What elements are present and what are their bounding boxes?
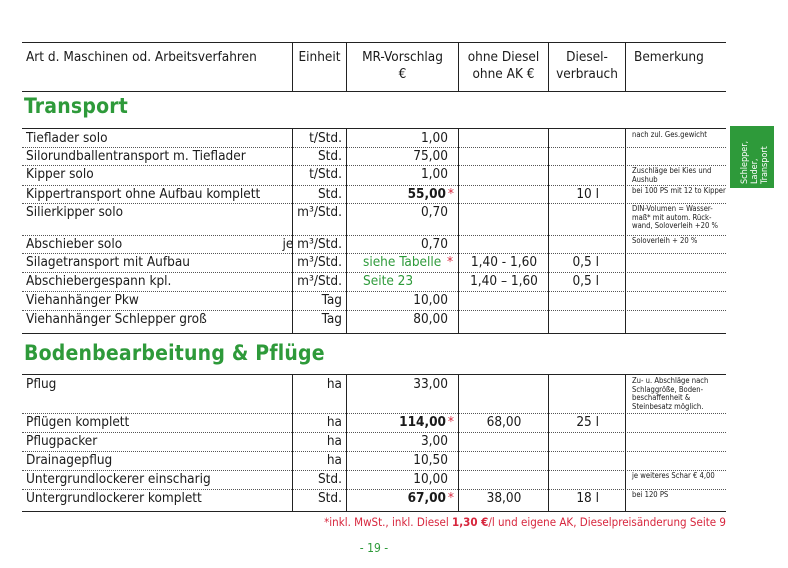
section-title-boden: Bodenbearbeitung & Pflüge [24, 341, 325, 365]
cell-unit-text: je m³/Std. [282, 236, 342, 252]
cell-price [346, 470, 458, 489]
cell-diesel [548, 451, 625, 470]
cell-diesel [548, 310, 625, 333]
footnote-diesel-price: 1,30 € [452, 515, 489, 529]
cell-name-text: Untergrundlockerer komplett [26, 490, 202, 506]
cell-name-text: Pflugpacker [26, 433, 98, 449]
header-remark-label: Bemerkung [634, 49, 704, 65]
cell-unit [292, 432, 346, 451]
cell-unit-text: Std. [317, 471, 342, 487]
cell-unit [292, 489, 346, 511]
table-row [22, 272, 726, 291]
cell-remark [625, 272, 726, 291]
header-unit [292, 43, 346, 91]
cell-price [346, 291, 458, 310]
cell-diesel-text: 25 l [576, 414, 599, 430]
price-star: * [447, 186, 454, 202]
cell-remark-text: Soloverleih + 20 % [632, 236, 698, 245]
cell-name-text: Viehanhänger Schlepper groß [26, 311, 207, 327]
cell-diesel-text: 0,5 l [572, 254, 599, 270]
cell-name-text: Kippertransport ohne Aufbau komplett [26, 186, 261, 202]
header-diesel-line1: Diesel- [566, 49, 608, 65]
cell-nodiesel [458, 165, 548, 185]
table-row [22, 165, 726, 185]
cell-name-text: Viehanhänger Pkw [26, 292, 139, 308]
cell-diesel [548, 253, 625, 272]
cell-name [22, 413, 292, 432]
table-row [22, 203, 726, 235]
cell-price-text: 10,00 [413, 292, 448, 308]
cell-name-text: Drainagepflug [26, 452, 113, 468]
cell-nodiesel-text: 1,40 – 1,60 [470, 273, 538, 289]
cell-price-text: 1,00 [420, 166, 448, 182]
table-row [22, 129, 726, 147]
header-nodiesel-line2: ohne AK € [472, 66, 535, 82]
cell-price [346, 489, 458, 511]
table-row [22, 291, 726, 310]
cell-unit [292, 451, 346, 470]
cell-remark [625, 489, 726, 511]
table-row [22, 147, 726, 165]
cell-price-text: 3,00 [420, 433, 448, 449]
table-header [22, 42, 726, 92]
cell-nodiesel-text: 38,00 [486, 490, 522, 506]
cell-price [346, 147, 458, 165]
cell-price [346, 432, 458, 451]
boden-table [22, 374, 726, 512]
cell-unit [292, 310, 346, 333]
cell-price [346, 272, 458, 291]
cell-diesel [548, 185, 625, 203]
table-row [22, 470, 726, 489]
table-row [22, 185, 726, 203]
cell-nodiesel [458, 470, 548, 489]
cell-unit-text: Tag [321, 311, 342, 327]
cell-price-text: 67,00 [407, 490, 446, 506]
cell-name [22, 203, 292, 235]
side-tab-label [740, 141, 770, 184]
cell-price [346, 235, 458, 253]
cell-remark-text: Zuschläge bei Kies und Aushub [632, 166, 712, 184]
cell-nodiesel [458, 147, 548, 165]
cell-remark-text: je weiteres Schar € 4,00 [632, 471, 715, 480]
cell-price-text: 114,00 [399, 414, 446, 430]
cell-nodiesel [458, 203, 548, 235]
cell-diesel [548, 291, 625, 310]
cell-price [346, 375, 458, 413]
cell-remark [625, 253, 726, 272]
table-row [22, 451, 726, 470]
cell-name-text: Untergrundlockerer einscharig [26, 471, 211, 487]
cell-remark-text: Zu- u. Abschläge nach Schlaggröße, Boden-beschaffenheit & Steinbesatz möglich. [632, 376, 709, 411]
cell-nodiesel [458, 253, 548, 272]
cell-remark [625, 185, 726, 203]
cell-name [22, 310, 292, 333]
cell-name-text: Kipper solo [26, 166, 94, 182]
cell-price-text: siehe Tabelle [363, 254, 442, 270]
cell-name-text: Abschiebergespann kpl. [26, 273, 172, 289]
cell-diesel [548, 147, 625, 165]
cell-unit [292, 253, 346, 272]
cell-remark-text: nach zul. Ges.gewicht [632, 130, 707, 139]
footnote [22, 515, 726, 529]
cell-unit-text: Tag [321, 292, 342, 308]
cell-name [22, 253, 292, 272]
cell-diesel-text: 0,5 l [572, 273, 599, 289]
cell-remark-text: DIN-Volumen = Wasser-maß* mit autom. Rück-wand, Soloverleih +20 % [632, 204, 719, 230]
cell-unit [292, 272, 346, 291]
cell-unit [292, 413, 346, 432]
cell-price [346, 129, 458, 147]
cell-price [346, 413, 458, 432]
cell-unit-text: ha [326, 452, 342, 468]
cell-name-text: Pflug [26, 376, 57, 392]
cell-unit [292, 185, 346, 203]
table-row [22, 235, 726, 253]
cell-price [346, 310, 458, 333]
page-number: - 19 - [359, 541, 389, 555]
cell-price [346, 451, 458, 470]
cell-unit-text: m³/Std. [297, 204, 342, 220]
cell-nodiesel [458, 235, 548, 253]
footnote-part-c: /l und eigene AK, Dieselpreisänderung Seite 9 [488, 515, 726, 529]
table-row [22, 489, 726, 511]
cell-diesel [548, 489, 625, 511]
cell-price-text: 75,00 [413, 148, 448, 164]
cell-unit [292, 129, 346, 147]
cell-unit-text: t/Std. [309, 166, 342, 182]
cell-nodiesel [458, 272, 548, 291]
cell-diesel [548, 470, 625, 489]
header-nodiesel-line1: ohne Diesel [467, 49, 540, 65]
cell-price-text: 0,70 [420, 236, 448, 252]
cell-remark [625, 147, 726, 165]
header-unit-label: Einheit [298, 49, 341, 65]
cell-unit [282, 235, 346, 253]
cell-unit-text: Std. [317, 490, 342, 506]
cell-price-text: 1,00 [420, 130, 448, 146]
cell-nodiesel [458, 432, 548, 451]
cell-remark-text: bei 120 PS [632, 490, 669, 499]
price-star: * [447, 254, 454, 270]
cell-price-text: 10,00 [413, 471, 448, 487]
cell-price [346, 185, 458, 203]
table-row [22, 253, 726, 272]
cell-name [22, 185, 292, 203]
side-tab-line3: Transport [760, 146, 770, 184]
side-tab-line2: Lader, [750, 158, 760, 184]
cell-name-text: Silagetransport mit Aufbau [26, 254, 191, 270]
section-title-transport: Transport [24, 94, 129, 118]
cell-diesel-text: 18 l [576, 490, 599, 506]
cell-name [22, 470, 292, 489]
cell-name [22, 375, 292, 413]
table-row [22, 310, 726, 333]
header-mr-line2: € [398, 66, 407, 82]
cell-nodiesel-text: 68,00 [486, 414, 522, 430]
cell-unit-text: t/Std. [309, 130, 342, 146]
cell-remark [625, 291, 726, 310]
cell-name-text: Pflügen komplett [26, 414, 130, 430]
cell-remark [625, 470, 726, 489]
header-remark [625, 43, 726, 91]
header-mr [346, 43, 458, 91]
cell-unit-text: ha [326, 433, 342, 449]
footnote-part-a: *inkl. MwSt., inkl. Diesel [324, 515, 453, 529]
table-row [22, 375, 726, 413]
cell-unit-text: Std. [317, 186, 342, 202]
cell-nodiesel [458, 413, 548, 432]
cell-price-text: 55,00 [407, 186, 446, 202]
cell-name [22, 432, 292, 451]
cell-price [346, 165, 458, 185]
cell-remark [625, 413, 726, 432]
side-tab-line1: Schlepper, [740, 140, 750, 184]
transport-table [22, 128, 726, 334]
cell-nodiesel [458, 310, 548, 333]
cell-remark-text: bei 100 PS mit 12 to Kipper [632, 186, 726, 195]
cell-name [22, 129, 292, 147]
cell-unit-text: ha [326, 376, 342, 392]
table-row [22, 413, 726, 432]
cell-price [346, 253, 458, 272]
cell-unit-text: m³/Std. [297, 273, 342, 289]
cell-nodiesel [458, 185, 548, 203]
cell-price-text: 80,00 [413, 311, 448, 327]
cell-name [22, 165, 292, 185]
cell-unit-text: ha [326, 414, 342, 430]
header-name-label: Art d. Maschinen od. Arbeitsverfahren [26, 49, 257, 65]
cell-unit-text: m³/Std. [297, 254, 342, 270]
cell-name-text: Tieflader solo [26, 130, 108, 146]
cell-nodiesel-text: 1,40 - 1,60 [470, 254, 538, 270]
cell-diesel [548, 272, 625, 291]
cell-nodiesel [458, 451, 548, 470]
header-diesel [548, 43, 625, 91]
cell-remark [625, 203, 726, 235]
cell-price-text: 10,50 [413, 452, 448, 468]
cell-unit [292, 291, 346, 310]
cell-remark [625, 451, 726, 470]
cell-diesel [548, 413, 625, 432]
price-star: * [447, 414, 454, 430]
cell-price [346, 203, 458, 235]
cell-remark [625, 235, 726, 253]
cell-diesel [548, 165, 625, 185]
cell-diesel [548, 129, 625, 147]
cell-name-text: Silorundballentransport m. Tieflader [26, 148, 246, 164]
cell-price-text: Seite 23 [363, 273, 414, 289]
cell-nodiesel [458, 291, 548, 310]
cell-remark [625, 165, 726, 185]
cell-price-text: 33,00 [413, 376, 448, 392]
cell-unit [292, 147, 346, 165]
header-name [22, 43, 292, 91]
cell-unit [292, 165, 346, 185]
cell-name [22, 451, 292, 470]
cell-nodiesel [458, 489, 548, 511]
cell-remark [625, 432, 726, 451]
cell-unit [292, 203, 346, 235]
cell-price-text: 0,70 [420, 204, 448, 220]
cell-remark [625, 129, 726, 147]
cell-name [22, 489, 292, 511]
cell-diesel [548, 203, 625, 235]
cell-nodiesel [458, 375, 548, 413]
cell-name [22, 235, 292, 253]
header-nodiesel [458, 43, 548, 91]
cell-name [22, 147, 292, 165]
cell-name [22, 272, 292, 291]
cell-name [22, 291, 292, 310]
cell-diesel [548, 432, 625, 451]
cell-unit-text: Std. [317, 148, 342, 164]
cell-diesel-text: 10 l [576, 186, 599, 202]
cell-unit [292, 375, 346, 413]
header-diesel-line2: verbrauch [556, 66, 618, 82]
cell-diesel [548, 375, 625, 413]
cell-nodiesel [458, 129, 548, 147]
cell-remark [625, 375, 726, 413]
cell-unit [292, 470, 346, 489]
cell-remark [625, 310, 726, 333]
cell-name-text: Silierkipper solo [26, 204, 124, 220]
price-star: * [447, 490, 454, 506]
header-mr-line1: MR-Vorschlag [362, 49, 443, 65]
cell-diesel [548, 235, 625, 253]
table-row [22, 432, 726, 451]
cell-name-text: Abschieber solo [26, 236, 123, 252]
